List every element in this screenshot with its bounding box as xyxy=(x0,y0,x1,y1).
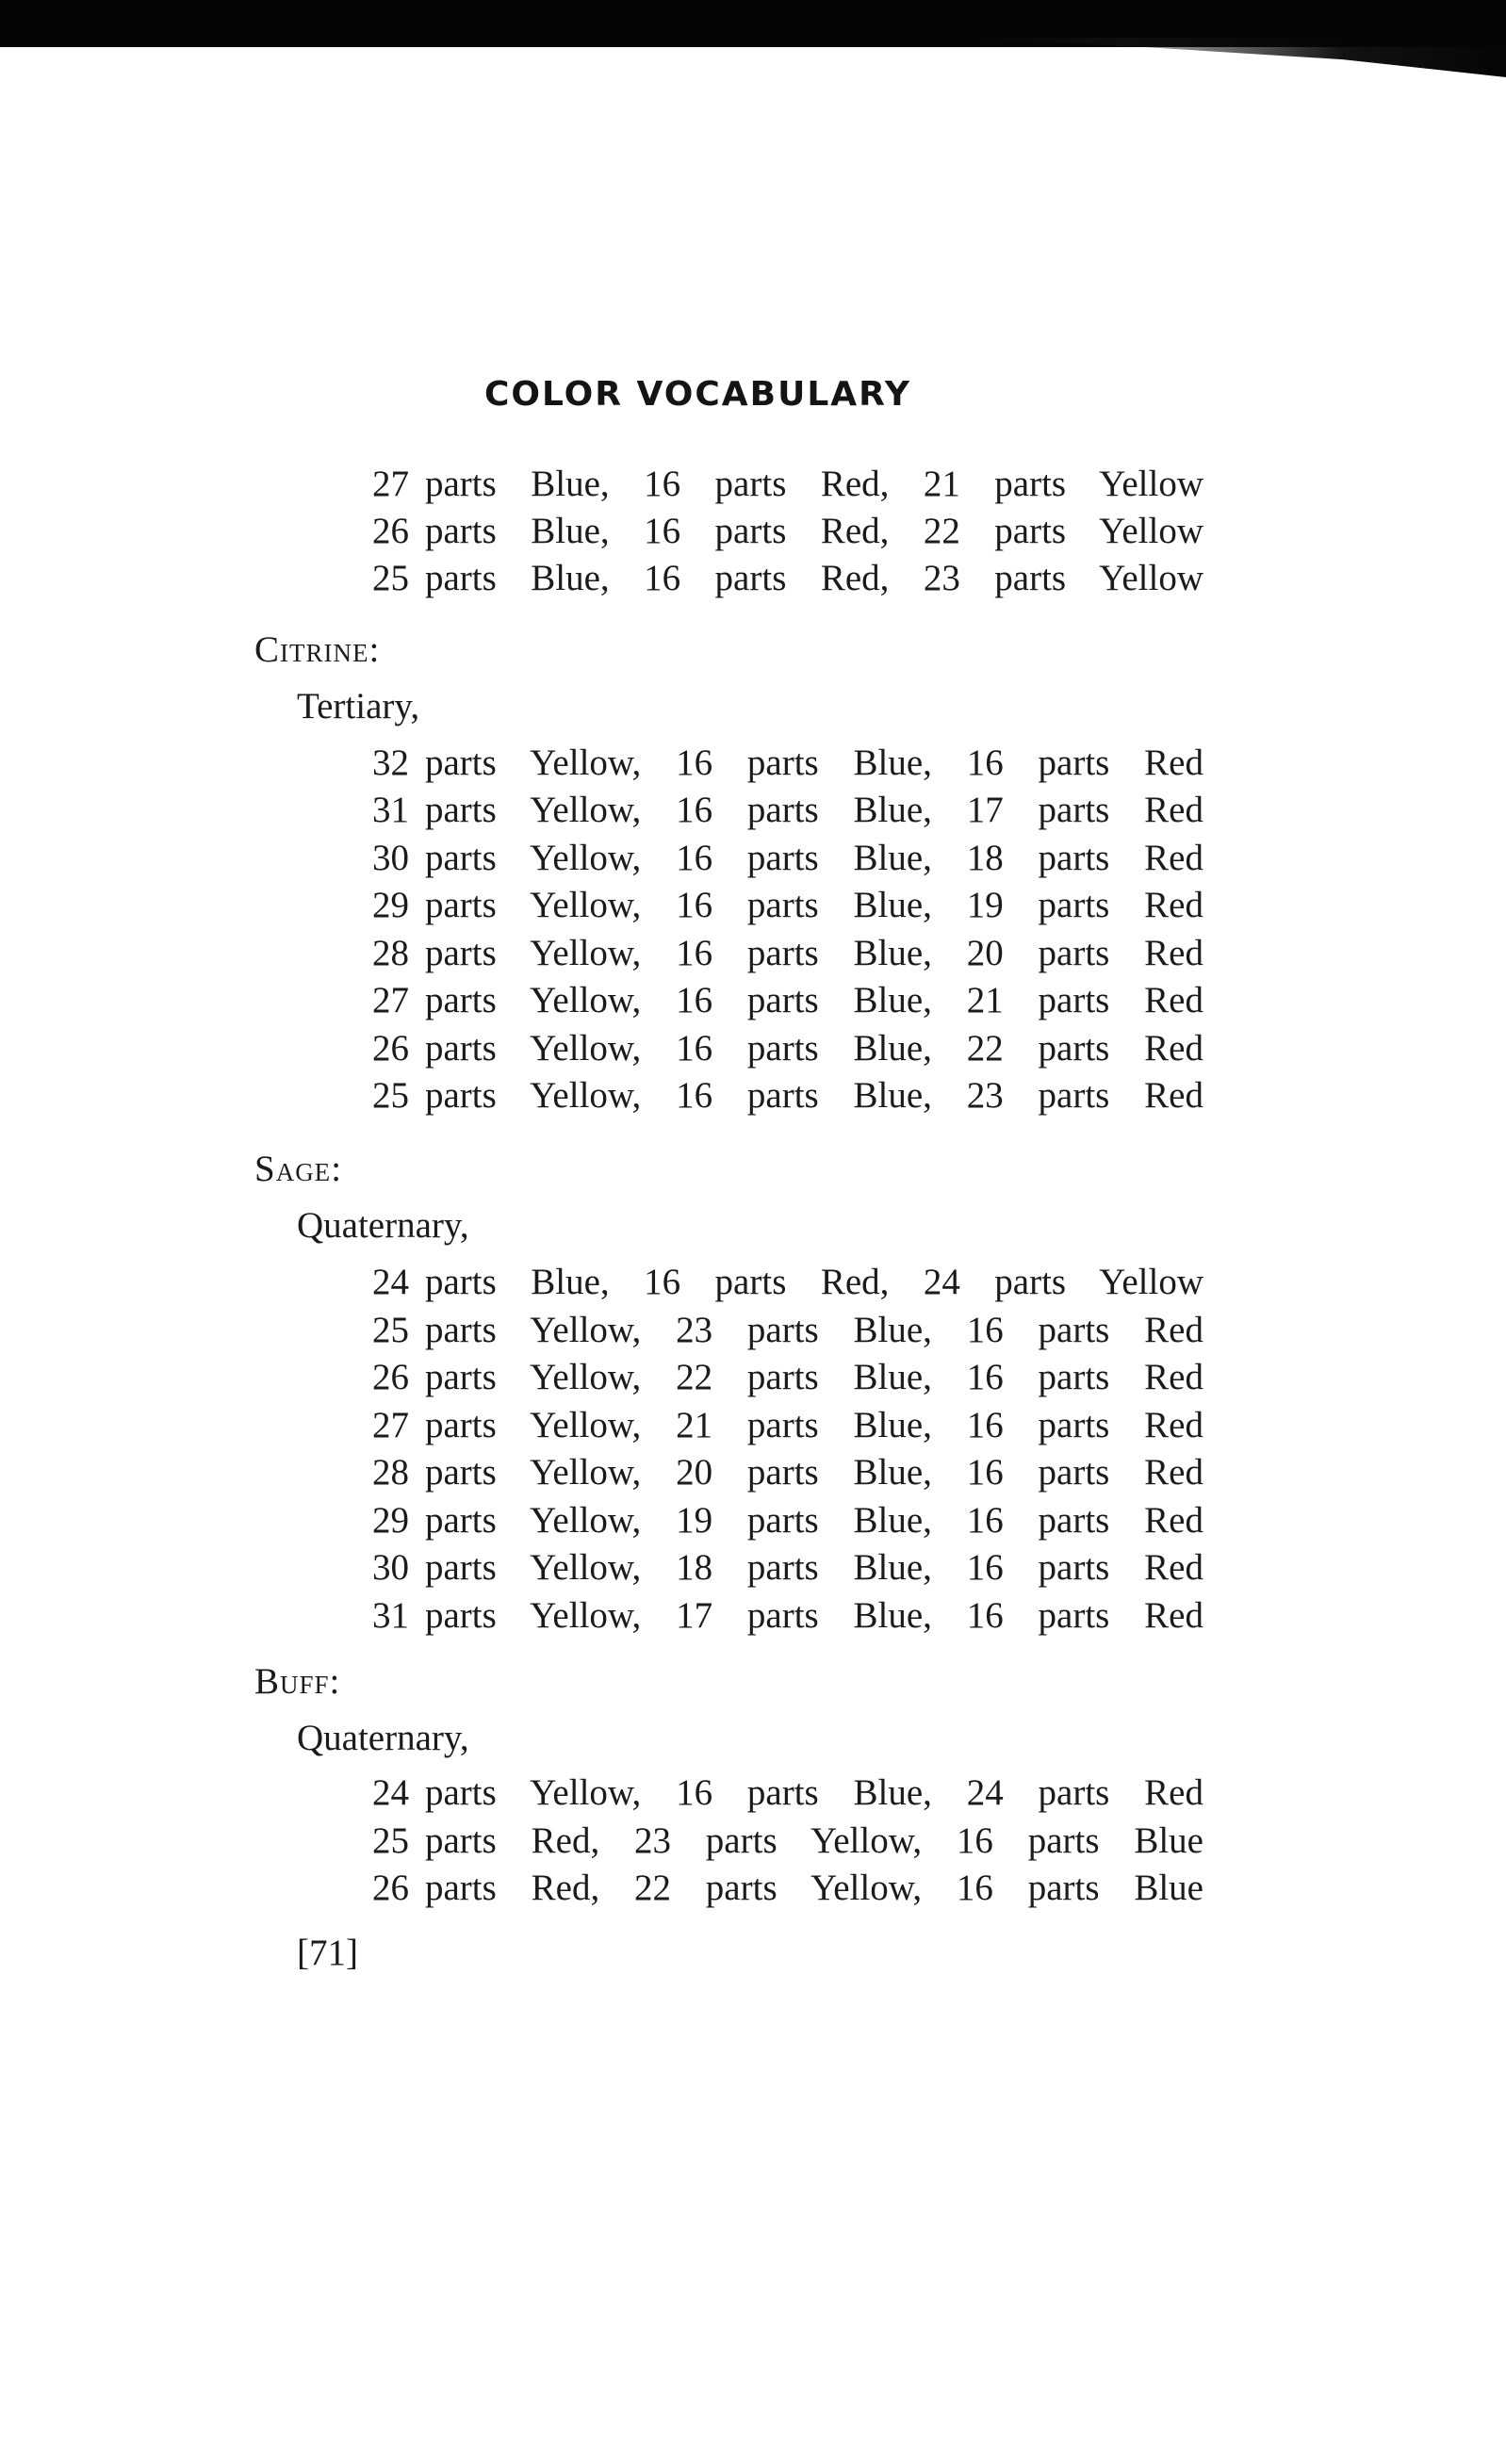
mixture-line: 31 parts Yellow, 16 parts Blue, 17 parts Red xyxy=(372,790,1203,830)
mixture-line: 24 parts Blue, 16 parts Red, 24 parts Yellow xyxy=(372,1262,1203,1302)
mixture-line: 29 parts Yellow, 19 parts Blue, 16 parts Red xyxy=(372,1500,1203,1541)
section-heading-citrine: Citrine: xyxy=(254,629,380,670)
mixture-line: 25 parts Red, 23 parts Yellow, 16 parts Blue xyxy=(372,1820,1203,1861)
section-heading-sage: Sage: xyxy=(254,1149,342,1189)
mixture-line: 27 parts Yellow, 16 parts Blue, 21 parts Red xyxy=(372,980,1203,1020)
mixture-line: 27 parts Blue, 16 parts Red, 21 parts Yellow xyxy=(372,464,1203,504)
page-number: [71] xyxy=(297,1933,358,1973)
mixture-line: 26 parts Red, 22 parts Yellow, 16 parts Blue xyxy=(372,1868,1203,1908)
page-title: COLOR VOCABULARY xyxy=(484,375,911,414)
mixture-line: 26 parts Yellow, 16 parts Blue, 22 parts Red xyxy=(372,1028,1203,1069)
mixture-line: 30 parts Yellow, 18 parts Blue, 16 parts Red xyxy=(372,1547,1203,1588)
section-subheading: Quaternary, xyxy=(297,1718,469,1758)
section-subheading: Quaternary, xyxy=(297,1205,469,1246)
mixture-line: 26 parts Yellow, 22 parts Blue, 16 parts Red xyxy=(372,1357,1203,1397)
mixture-line: 25 parts Yellow, 16 parts Blue, 23 parts Red xyxy=(372,1075,1203,1116)
section-heading-buff: Buff: xyxy=(254,1661,340,1702)
mixture-line: 28 parts Yellow, 16 parts Blue, 20 parts Red xyxy=(372,933,1203,973)
mixture-line: 26 parts Blue, 16 parts Red, 22 parts Yellow xyxy=(372,511,1203,551)
mixture-line: 31 parts Yellow, 17 parts Blue, 16 parts Red xyxy=(372,1595,1203,1636)
mixture-line: 28 parts Yellow, 20 parts Blue, 16 parts Red xyxy=(372,1452,1203,1493)
mixture-line: 32 parts Yellow, 16 parts Blue, 16 parts Red xyxy=(372,742,1203,783)
mixture-line: 30 parts Yellow, 16 parts Blue, 18 parts Red xyxy=(372,838,1203,878)
mixture-line: 27 parts Yellow, 21 parts Blue, 16 parts Red xyxy=(372,1405,1203,1445)
section-subheading: Tertiary, xyxy=(297,686,420,726)
mixture-line: 25 parts Yellow, 23 parts Blue, 16 parts Red xyxy=(372,1310,1203,1350)
mixture-line: 25 parts Blue, 16 parts Red, 23 parts Yellow xyxy=(372,558,1203,598)
mixture-line: 29 parts Yellow, 16 parts Blue, 19 parts Red xyxy=(372,885,1203,925)
mixture-line: 24 parts Yellow, 16 parts Blue, 24 parts Red xyxy=(372,1772,1203,1813)
